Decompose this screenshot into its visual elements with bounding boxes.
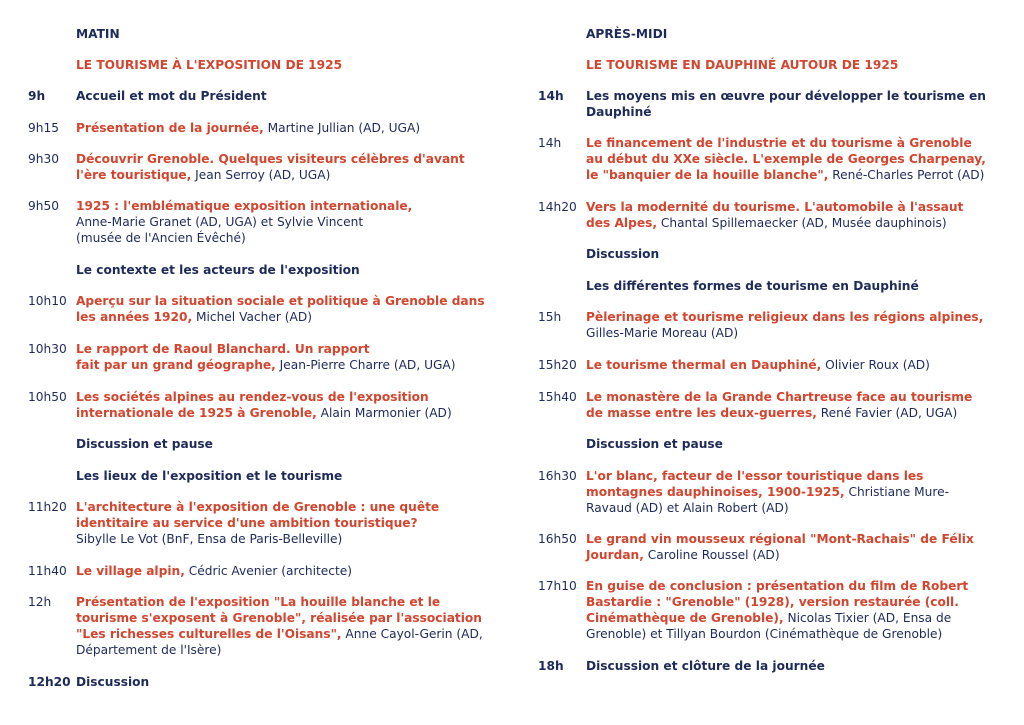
item-time: 12h20 [28, 675, 71, 689]
item-speaker: René Favier (AD, UGA) [816, 406, 958, 420]
item-time: 17h10 [538, 579, 577, 593]
item-title: Le financement de l'industrie et du tourisme à Grenoble au début du XXe siècle. L'exemple de Georges Charpenay, le "banquier de la houille blanche", [586, 136, 986, 182]
item-text: Les moyens mis en œuvre pour développer le tourisme en Dauphiné [586, 89, 986, 119]
section-heading: Discussion et pause [76, 437, 213, 451]
item-speaker: Caroline Roussel (AD) [643, 548, 780, 562]
item-speaker: Jean Serroy (AD, UGA) [191, 168, 331, 182]
item-time: 15h20 [538, 358, 577, 372]
item-time: 14h [538, 136, 562, 150]
section-heading: Les différentes formes de tourisme en Dauphiné [586, 279, 919, 293]
item-title: Le monastère de la Grande Chartreuse face au tourisme de masse entre les deux-guerres, [586, 390, 973, 420]
afternoon-period-label: APRÈS-MIDI [586, 27, 668, 41]
item-speaker: Nicolas Tixier (AD, Ensa de Grenoble) et Tillyan Bourdon (Cinémathèque de Grenoble) [586, 611, 952, 641]
item-text: Accueil et mot du Président [76, 89, 267, 103]
item-title-cont: fait par un grand géographe, [76, 358, 276, 372]
morning-period-label: MATIN [76, 27, 120, 41]
section-heading: Les lieux de l'exposition et le tourisme [76, 469, 343, 483]
item-time: 11h40 [28, 564, 67, 578]
item-speaker: Christiane Mure-Ravaud (AD) et Alain Robert (AD) [586, 485, 950, 515]
item-title: L'architecture à l'exposition de Grenoble : une quête identitaire au service d'une ambition touristique? [76, 500, 440, 530]
item-title: Aperçu sur la situation sociale et politique à Grenoble dans les années 1920, [76, 294, 485, 324]
item-text: Discussion et clôture de la journée [586, 659, 825, 673]
item-time: 15h [538, 310, 562, 324]
item-time: 18h [538, 659, 564, 673]
item-title: Découvrir Grenoble. Quelques visiteurs célèbres d'avant l'ère touristique, [76, 152, 465, 182]
item-speaker: Alain Marmonier (AD) [316, 406, 452, 420]
item-time: 14h [538, 89, 564, 103]
item-speaker: Anne Cayol-Gerin (AD, Département de l'Isère) [76, 627, 483, 657]
item-speaker: Jean-Pierre Charre (AD, UGA) [275, 358, 456, 372]
item-speaker: Martine Jullian (AD, UGA) [263, 121, 421, 135]
item-speaker: Cédric Avenier (architecte) [184, 564, 353, 578]
afternoon-title: LE TOURISME EN DAUPHINÉ AUTOUR DE 1925 [586, 58, 899, 72]
item-title: Le grand vin mousseux régional "Mont-Rachais" de Félix Jourdan, [586, 532, 974, 562]
item-title: Le rapport de Raoul Blanchard. Un rapport [76, 342, 370, 356]
item-speaker: René-Charles Perrot (AD) [828, 168, 985, 182]
item-title: Les sociétés alpines au rendez-vous de l'exposition internationale de 1925 à Grenoble, [76, 390, 429, 420]
item-text: Discussion [76, 675, 150, 689]
item-time: 15h40 [538, 390, 577, 404]
item-speaker: Gilles-Marie Moreau (AD) [586, 326, 739, 340]
item-title: Le village alpin, [76, 564, 185, 578]
item-title: L'or blanc, facteur de l'essor touristique dans les montagnes dauphinoises, 1900-1925, [586, 469, 924, 499]
item-title: Présentation de l'exposition "La houille blanche et le tourisme s'exposent à Grenoble", réalisée par l'association "Les richesses culturelles de l'Oisans", [76, 595, 482, 641]
item-speaker: Michel Vacher (AD) [192, 310, 312, 324]
item-time: 10h50 [28, 390, 67, 404]
section-heading: Le contexte et les acteurs de l'exposition [76, 263, 360, 277]
morning-title: LE TOURISME À L'EXPOSITION DE 1925 [76, 58, 343, 72]
item-title: Pèlerinage et tourisme religieux dans les régions alpines, [586, 310, 984, 324]
item-title: Le tourisme thermal en Dauphiné, [586, 358, 822, 372]
item-time: 16h30 [538, 469, 577, 483]
item-time: 14h20 [538, 200, 577, 214]
item-time: 9h50 [28, 199, 59, 213]
section-heading: Discussion et pause [586, 437, 723, 451]
item-time: 12h [28, 595, 52, 609]
item-time: 9h30 [28, 152, 59, 166]
section-heading: Discussion [586, 247, 660, 261]
item-time: 9h15 [28, 121, 59, 135]
item-title: Vers la modernité du tourisme. L'automobile à l'assaut des Alpes, [586, 200, 964, 230]
item-time: 10h30 [28, 342, 67, 356]
item-speaker-affiliation: (musée de l'Ancien Évêché) [76, 231, 246, 245]
item-title: 1925 : l'emblématique exposition internationale, [76, 199, 413, 213]
item-speaker: Anne-Marie Granet (AD, UGA) et Sylvie Vincent [76, 215, 364, 229]
item-speaker: Olivier Roux (AD) [821, 358, 930, 372]
item-time: 16h50 [538, 532, 577, 546]
item-title: En guise de conclusion : présentation du film de Robert Bastardie : "Grenoble" (1928), version restaurée (coll. Cinémathèque de Grenoble), [586, 579, 969, 625]
item-time: 10h10 [28, 294, 67, 308]
item-speaker: Sibylle Le Vot (BnF, Ensa de Paris-Belleville) [76, 532, 343, 546]
item-time: 11h20 [28, 500, 67, 514]
item-title: Présentation de la journée, [76, 121, 264, 135]
item-time: 9h [28, 89, 46, 103]
item-speaker: Chantal Spillemaecker (AD, Musée dauphinois) [656, 216, 947, 230]
